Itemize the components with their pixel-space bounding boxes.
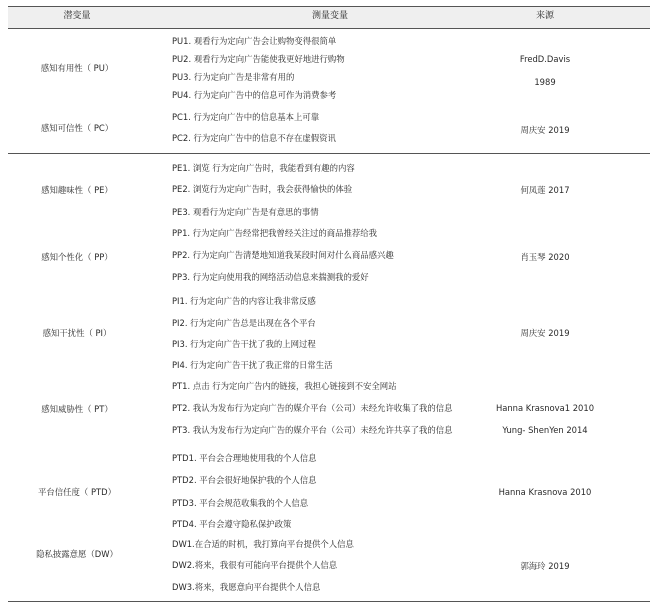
item-pu3: PU3. 行为定向广告是非常有用的 [172, 72, 295, 82]
source-dw: 郭海玲 2019 [520, 561, 570, 571]
header-latent-variable: 潜变量 [63, 11, 91, 21]
item-dw2: DW2.将来，我很有可能向平台提供个人信息 [172, 560, 338, 570]
item-pi1: PI1. 行为定向广告的内容让我非常反感 [172, 296, 316, 306]
latent-pu: 感知有用性（ PU） [40, 63, 114, 73]
source-pc: 周庆安 2019 [520, 125, 570, 135]
source-pp: 肖玉琴 2020 [520, 252, 570, 262]
item-pt2: PT2. 我认为发布行为定向广告的媒介平台（公司）未经允许收集了我的信息 [172, 403, 453, 413]
item-pp2: PP2. 行为定向广告清楚地知道我某段时间对什么商品感兴趣 [172, 250, 394, 260]
item-pu2: PU2. 观看行为定向广告能使我更好地进行购物 [172, 54, 345, 64]
latent-dw: 隐私披露意愿（DW） [36, 549, 118, 559]
latent-pp: 感知个性化（ PP） [41, 252, 113, 262]
table-bottom-rule [8, 601, 650, 602]
item-dw3: DW3.将来，我愿意向平台提供个人信息 [172, 582, 321, 592]
latent-ptd: 平台信任度（ PTD） [38, 487, 116, 497]
source-pe: 何凤莲 2017 [520, 185, 570, 195]
item-pi2: PI2. 行为定向广告总是出现在各个平台 [172, 318, 316, 328]
item-ptd3: PTD3. 平台会规范收集我的个人信息 [172, 498, 309, 508]
source-pu-year: 1989 [534, 77, 556, 87]
source-pt-second: Yung- ShenYen 2014 [502, 425, 588, 435]
header-source: 来源 [535, 11, 554, 21]
item-ptd4: PTD4. 平台会遵守隐私保护政策 [172, 519, 292, 529]
item-dw1: DW1.在合适的时机，我打算向平台提供个人信息 [172, 539, 354, 549]
table-top-rule [8, 6, 650, 7]
latent-pc: 感知可信性（ PC） [40, 123, 114, 133]
item-pc1: PC1. 行为定向广告中的信息基本上可靠 [172, 112, 320, 122]
header-measured-variable: 测量变量 [311, 11, 348, 21]
header-bottom-rule [8, 28, 650, 29]
item-pt3: PT3. 我认为发布行为定向广告的媒介平台（公司）未经允许共享了我的信息 [172, 425, 453, 435]
item-ptd2: PTD2. 平台会很好地保护我的个人信息 [172, 475, 317, 485]
source-pt-first: Hanna Krasnova1 2010 [495, 403, 595, 413]
section-divider-rule [8, 153, 650, 154]
latent-pt: 感知威胁性（ PT） [41, 404, 113, 414]
latent-pi: 感知干扰性（ PI） [42, 328, 112, 338]
item-pp3: PP3. 行为定向使用我的网络活动信息来揣测我的爱好 [172, 272, 369, 282]
item-pe2: PE2. 浏览行为定向广告时，我会获得愉快的体验 [172, 184, 353, 194]
source-ptd: Hanna Krasnova 2010 [498, 487, 592, 497]
source-pu-author: FredD.Davis [519, 54, 571, 64]
item-pu1: PU1. 观看行为定向广告会让购物变得很简单 [172, 36, 337, 46]
item-pp1: PP1. 行为定向广告经常把我曾经关注过的商品推荐给我 [172, 228, 378, 238]
item-pi4: PI4. 行为定向广告干扰了我正常的日常生活 [172, 360, 333, 370]
item-pe3: PE3. 观看行为定向广告是有意思的事情 [172, 207, 319, 217]
item-pi3: PI3. 行为定向广告干扰了我的上网过程 [172, 339, 316, 349]
item-pc2: PC2. 行为定向广告中的信息不存在虚假资讯 [172, 133, 336, 143]
item-pu4: PU4. 行为定向广告中的信息可作为消费参考 [172, 90, 337, 100]
item-pt1: PT1. 点击 行为定向广告内的链接，我担心链接到不安全网站 [172, 381, 397, 391]
source-pi: 周庆安 2019 [520, 328, 570, 338]
item-ptd1: PTD1. 平台会合理地使用我的个人信息 [172, 453, 317, 463]
item-pe1: PE1. 浏览 行为定向广告时，我能看到有趣的内容 [172, 163, 355, 173]
latent-pe: 感知趣味性（ PE） [41, 185, 113, 195]
